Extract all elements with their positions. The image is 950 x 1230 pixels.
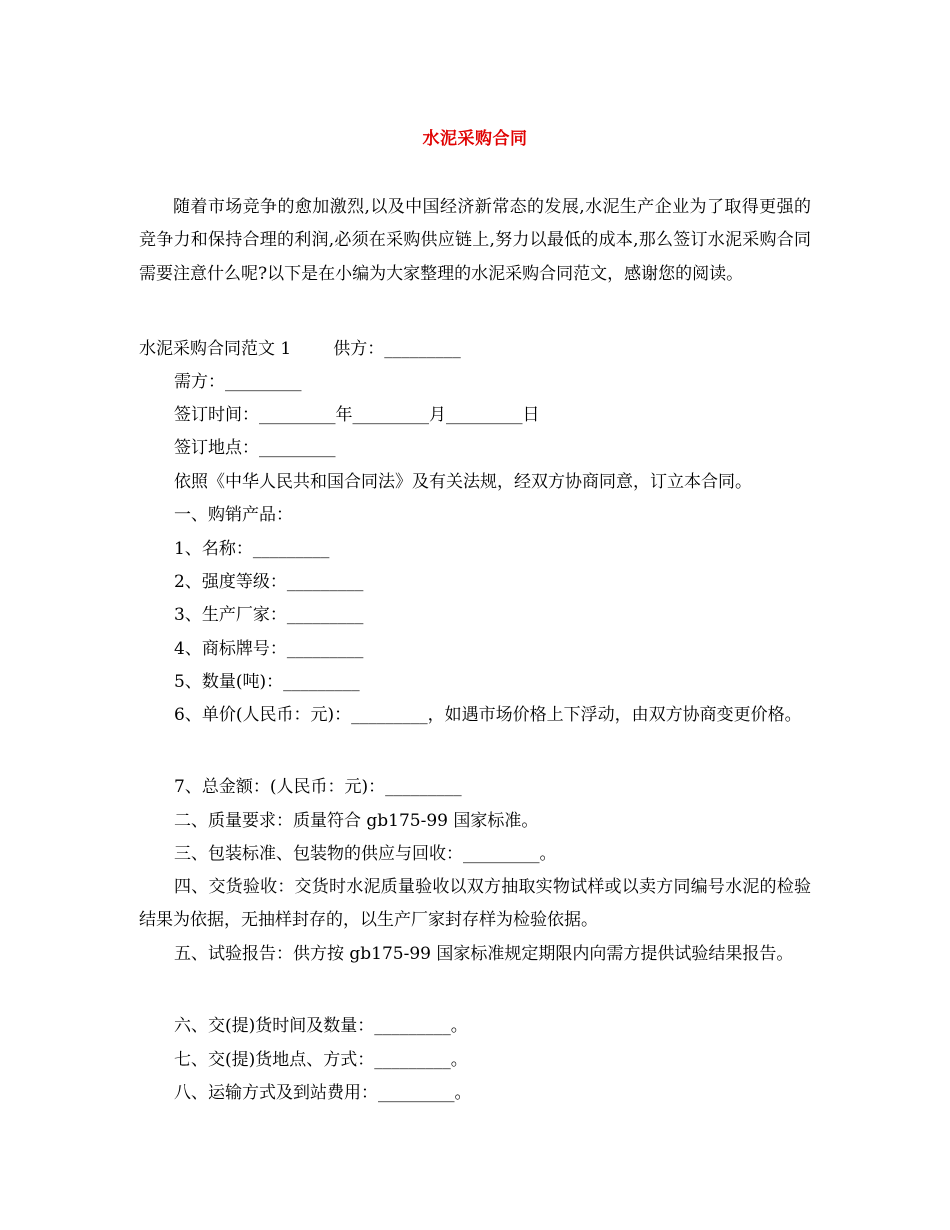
section-4-acceptance: 四、交货验收：交货时水泥质量验收以双方抽取实物试样或以卖方同编号水泥的检验结果为依据，无抽样封存的，以生产厂家封存样为检验依据。 <box>139 877 811 931</box>
buyer-field: 需方：_________ <box>174 372 302 392</box>
item-quantity: 5、数量(吨)：_________ <box>174 672 360 692</box>
item-unit-price: 6、单价(人民币：元)：_________，如遇市场价格上下浮动，由双方协商变更价格。 <box>174 705 802 725</box>
legal-basis: 依照《中华人民共和国合同法》及有关法规，经双方协商同意，订立本合同。 <box>174 472 752 492</box>
item-brand: 4、商标牌号：_________ <box>174 639 364 659</box>
sample-heading: 水泥采购合同范文 1 <box>139 339 292 359</box>
sample-heading-line <box>139 338 461 360</box>
item-manufacturer: 3、生产厂家：_________ <box>174 605 364 625</box>
intro-paragraph: 随着市场竞争的愈加激烈,以及中国经济新常态的发展,水泥生产企业为了取得更强的竞争力和保持合理的利润,必须在采购供应链上,努力以最低的成本,那么签订水泥采购合同需要注意什么呢?以下是在小编为大家整理的水泥采购合同范文，感谢您的阅读。 <box>139 197 811 284</box>
sign-time-field: 签订时间：_________年_________月_________日 <box>174 405 540 425</box>
section-1-heading: 一、购销产品： <box>174 505 293 525</box>
item-strength-grade: 2、强度等级：_________ <box>174 572 364 592</box>
sign-place-field: 签订地点：_________ <box>174 438 336 458</box>
section-7-delivery-place: 七、交(提)货地点、方式：_________。 <box>174 1050 468 1070</box>
section-3-packaging: 三、包装标准、包装物的供应与回收：_________。 <box>174 844 557 864</box>
item-total-amount: 7、总金额：(人民币：元)：_________ <box>174 777 462 797</box>
section-8-transport: 八、运输方式及到站费用：_________。 <box>174 1083 472 1103</box>
section-6-delivery-time: 六、交(提)货时间及数量：_________。 <box>174 1016 468 1036</box>
section-2-quality: 二、质量要求：质量符合 gb175-99 国家标准。 <box>174 811 539 831</box>
item-name: 1、名称：_________ <box>174 539 330 559</box>
document-title: 水泥采购合同 <box>422 129 528 149</box>
section-5-test-report: 五、试验报告：供方按 gb175-99 国家标准规定期限内向需方提供试验结果报告。 <box>174 944 794 964</box>
supplier-field: 供方：_________ <box>333 339 461 359</box>
